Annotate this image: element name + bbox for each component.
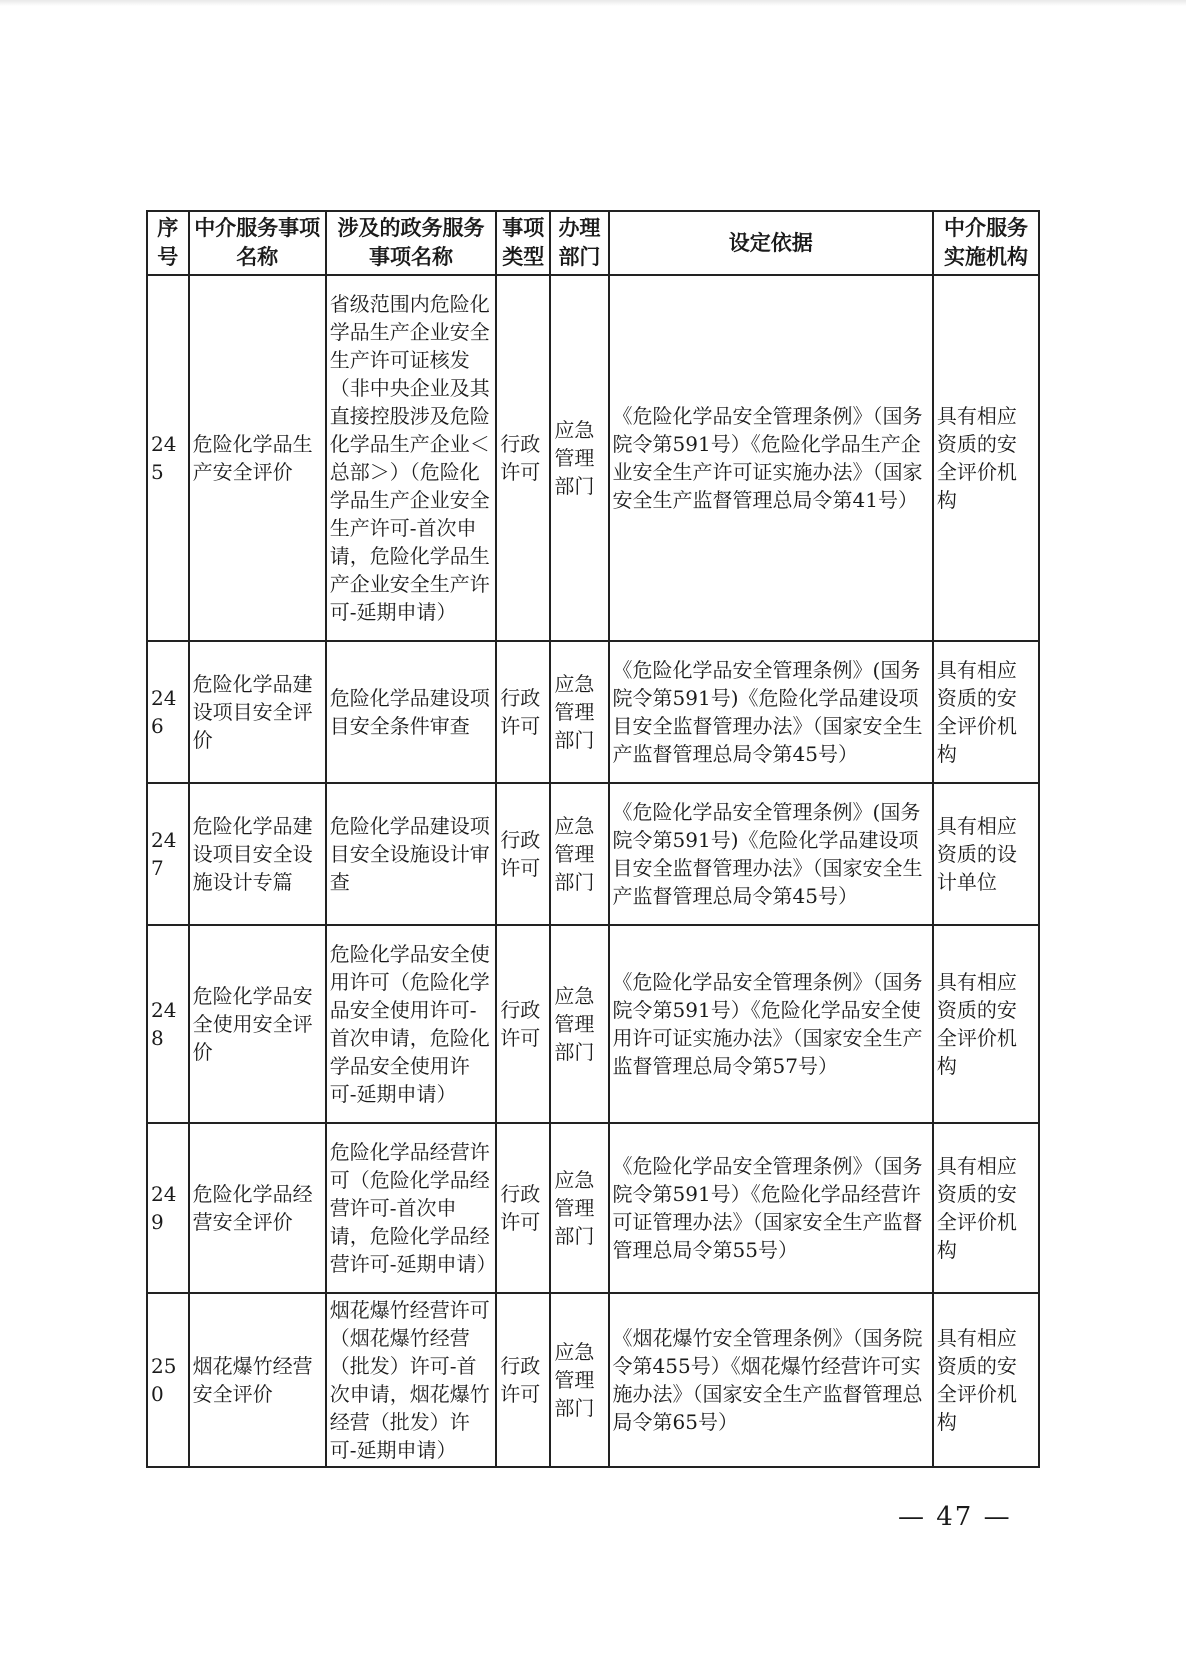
cell-gov-service: 危险化学品建设项目安全条件审查 (326, 641, 496, 783)
cell-type: 行政许可 (496, 783, 550, 925)
header-basis: 设定依据 (609, 211, 933, 275)
cell-basis: 《危险化学品安全管理条例》（国务院令第591号）《危险化学品安全使用许可证实施办法》（国家安全生产监督管理总局令第57号） (609, 925, 933, 1123)
cell-basis: 《危险化学品安全管理条例》(国务院令第591号)《危险化学品建设项目安全监督管理办法》（国家安全生产监督管理总局令第45号） (609, 641, 933, 783)
cell-service-name: 危险化学品安全使用安全评价 (189, 925, 326, 1123)
cell-dept: 应急管理部门 (550, 275, 608, 641)
service-items-table (146, 210, 1040, 1468)
cell-dept: 应急管理部门 (550, 1123, 608, 1293)
cell-no: 245 (147, 275, 189, 641)
cell-gov-service: 危险化学品建设项目安全设施设计审查 (326, 783, 496, 925)
header-service-name: 中介服务事项名称 (189, 211, 326, 275)
cell-dept: 应急管理部门 (550, 1293, 608, 1467)
cell-type: 行政许可 (496, 1293, 550, 1467)
cell-no: 249 (147, 1123, 189, 1293)
cell-gov-service: 危险化学品安全使用许可（危险化学品安全使用许可-首次申请，危险化学品安全使用许可-延期申请） (326, 925, 496, 1123)
cell-service-name: 危险化学品建设项目安全设施设计专篇 (189, 783, 326, 925)
cell-no: 247 (147, 783, 189, 925)
cell-dept: 应急管理部门 (550, 783, 608, 925)
cell-basis: 《危险化学品安全管理条例》（国务院令第591号）《危险化学品经营许可证管理办法》（国家安全生产监督管理总局令第55号） (609, 1123, 933, 1293)
cell-type: 行政许可 (496, 641, 550, 783)
cell-agency: 具有相应资质的安全评价机构 (933, 1123, 1039, 1293)
cell-agency: 具有相应资质的安全评价机构 (933, 1293, 1039, 1467)
cell-type: 行政许可 (496, 925, 550, 1123)
cell-gov-service: 烟花爆竹经营许可（烟花爆竹经营（批发）许可-首次申请，烟花爆竹经营（批发）许可-延期申请） (326, 1293, 496, 1467)
cell-gov-service: 省级范围内危险化学品生产企业安全生产许可证核发（非中央企业及其直接控股涉及危险化学品生产企业＜总部＞）（危险化学品生产企业安全生产许可-首次申请，危险化学品生产企业安全生产许可-延期申请） (326, 275, 496, 641)
cell-no: 246 (147, 641, 189, 783)
cell-agency: 具有相应资质的安全评价机构 (933, 275, 1039, 641)
header-no: 序号 (147, 211, 189, 275)
cell-basis: 《危险化学品安全管理条例》（国务院令第591号）《危险化学品生产企业安全生产许可证实施办法》（国家安全生产监督管理总局令第41号） (609, 275, 933, 641)
cell-basis: 《危险化学品安全管理条例》(国务院令第591号)《危险化学品建设项目安全监督管理办法》（国家安全生产监督管理总局令第45号） (609, 783, 933, 925)
cell-service-name: 危险化学品生产安全评价 (189, 275, 326, 641)
cell-type: 行政许可 (496, 1123, 550, 1293)
table-header-row (147, 211, 1039, 275)
header-dept: 办理部门 (550, 211, 608, 275)
cell-agency: 具有相应资质的安全评价机构 (933, 641, 1039, 783)
cell-no: 248 (147, 925, 189, 1123)
table-row (147, 925, 1039, 1123)
cell-service-name: 烟花爆竹经营安全评价 (189, 1293, 326, 1467)
header-agency: 中介服务实施机构 (933, 211, 1039, 275)
table-row (147, 1123, 1039, 1293)
cell-dept: 应急管理部门 (550, 925, 608, 1123)
page-edge-shadow (0, 0, 1186, 6)
header-gov-service: 涉及的政务服务事项名称 (326, 211, 496, 275)
table-row (147, 783, 1039, 925)
cell-dept: 应急管理部门 (550, 641, 608, 783)
page-number: — 47 — (898, 1502, 1012, 1532)
cell-gov-service: 危险化学品经营许可（危险化学品经营许可-首次申请，危险化学品经营许可-延期申请） (326, 1123, 496, 1293)
cell-type: 行政许可 (496, 275, 550, 641)
cell-no: 250 (147, 1293, 189, 1467)
cell-agency: 具有相应资质的设计单位 (933, 783, 1039, 925)
cell-service-name: 危险化学品经营安全评价 (189, 1123, 326, 1293)
table-row (147, 275, 1039, 641)
table-row (147, 641, 1039, 783)
cell-basis: 《烟花爆竹安全管理条例》（国务院令第455号）《烟花爆竹经营许可实施办法》（国家安全生产监督管理总局令第65号） (609, 1293, 933, 1467)
cell-service-name: 危险化学品建设项目安全评价 (189, 641, 326, 783)
table-row (147, 1293, 1039, 1467)
cell-agency: 具有相应资质的安全评价机构 (933, 925, 1039, 1123)
header-type: 事项类型 (496, 211, 550, 275)
